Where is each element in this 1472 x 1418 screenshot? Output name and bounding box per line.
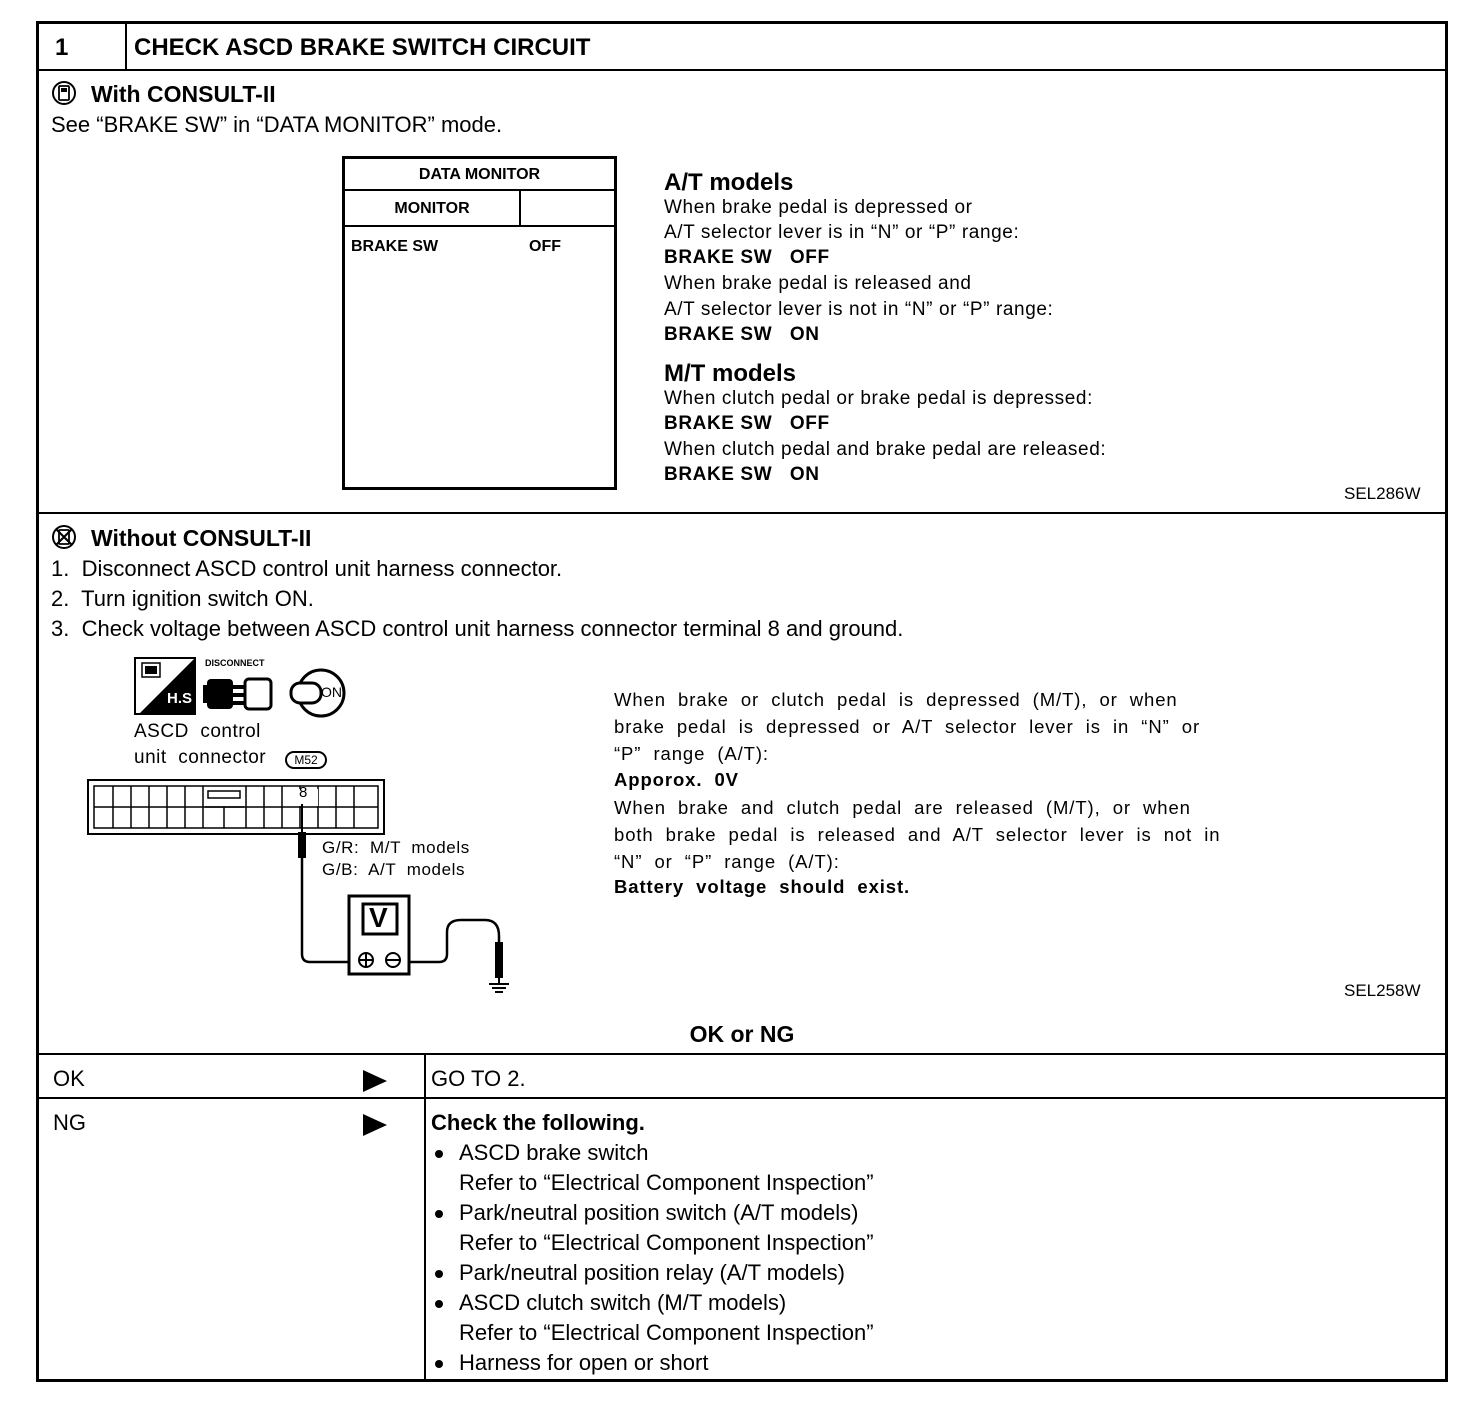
- mt-line: When clutch pedal or brake pedal is depressed:: [664, 388, 1093, 409]
- data-monitor-rule-2: [345, 225, 614, 227]
- data-monitor-screen: [342, 156, 617, 490]
- voltmeter-wiring-diagram: [289, 804, 519, 994]
- at-models-heading: A/T models: [664, 169, 794, 196]
- mt-line: When clutch pedal and brake pedal are released:: [664, 439, 1107, 460]
- at-line: BRAKE SW ON: [664, 324, 820, 345]
- mt-line: BRAKE SW ON: [664, 464, 820, 485]
- terminal-number: 8: [299, 784, 308, 801]
- ok-label: OK: [53, 1066, 85, 1091]
- procedure-step: 2. Turn ignition switch ON.: [51, 586, 314, 611]
- no-consult-heading: Without CONSULT-II: [91, 525, 312, 551]
- bullet-icon: [435, 1300, 443, 1308]
- header-divider: [125, 24, 127, 70]
- result-rule: [39, 1053, 1445, 1055]
- consult-instruction: See “BRAKE SW” in “DATA MONITOR” mode.: [51, 112, 503, 137]
- procedure-step: 3. Check voltage between ASCD control unit harness connector terminal 8 and ground.: [51, 616, 904, 641]
- ng-item: Harness for open or short: [459, 1350, 709, 1375]
- condition-line: Battery voltage should exist.: [614, 876, 911, 897]
- consult-heading: With CONSULT-II: [91, 81, 276, 107]
- disconnect-icon: [203, 671, 277, 717]
- step-number: 1: [55, 34, 69, 61]
- at-line: A/T selector lever is in “N” or “P” range:: [664, 222, 1020, 243]
- ng-item-ref: Refer to “Electrical Component Inspection”: [459, 1320, 874, 1345]
- data-monitor-col-divider: [519, 189, 521, 225]
- result-heading: OK or NG: [689, 1021, 795, 1047]
- hs-label: H.S: [167, 690, 193, 707]
- mt-line: BRAKE SW OFF: [664, 413, 830, 434]
- condition-line: brake pedal is depressed or A/T selector lever is in “N” or: [614, 716, 1201, 737]
- bullet-icon: [435, 1150, 443, 1158]
- condition-line: both brake pedal is released and A/T selector lever is not in: [614, 824, 1221, 845]
- at-line: When brake pedal is released and: [664, 273, 972, 294]
- ng-item-ref: Refer to “Electrical Component Inspection”: [459, 1170, 874, 1195]
- ng-item-ref: Refer to “Electrical Component Inspection”: [459, 1230, 874, 1255]
- figure-code-consult: SEL286W: [1344, 484, 1421, 503]
- connector-label: unit connector: [134, 747, 267, 768]
- section-rule: [39, 512, 1445, 514]
- bullet-icon: [435, 1210, 443, 1218]
- ng-item: Park/neutral position relay (A/T models): [459, 1260, 845, 1285]
- condition-line: Apporox. 0V: [614, 769, 739, 790]
- connector-id-badge: M52: [285, 751, 327, 769]
- at-line: BRAKE SW OFF: [664, 247, 830, 268]
- data-monitor-item-label: BRAKE SW: [351, 238, 439, 255]
- disconnect-label: DISCONNECT: [205, 658, 265, 668]
- procedure-step: 1. Disconnect ASCD control unit harness connector.: [51, 556, 563, 581]
- voltmeter-symbol: V: [369, 902, 388, 933]
- condition-line: When brake or clutch pedal is depressed (M/T), or when: [614, 689, 1178, 710]
- data-monitor-item-value: OFF: [529, 238, 561, 255]
- ng-heading: Check the following.: [431, 1110, 645, 1135]
- ng-item: Park/neutral position switch (A/T models): [459, 1200, 859, 1225]
- consult-tester-icon: [51, 80, 77, 106]
- bullet-icon: [435, 1270, 443, 1278]
- key-on-label: ON: [321, 684, 342, 700]
- ng-item: ASCD brake switch: [459, 1140, 649, 1165]
- ng-arrow-icon: [361, 1113, 389, 1137]
- result-col-divider: [424, 1053, 426, 1382]
- no-tester-icon: [51, 524, 77, 550]
- ok-action: GO TO 2.: [431, 1066, 526, 1091]
- wire-color-at: G/B: A/T models: [322, 860, 466, 879]
- condition-line: “N” or “P” range (A/T):: [614, 851, 840, 872]
- data-monitor-rule-1: [345, 189, 614, 191]
- ok-arrow-icon: [361, 1069, 389, 1093]
- data-monitor-title: DATA MONITOR: [418, 166, 541, 183]
- step-title: CHECK ASCD BRAKE SWITCH CIRCUIT: [134, 34, 591, 61]
- header-rule: [39, 69, 1445, 71]
- ng-item: ASCD clutch switch (M/T models): [459, 1290, 787, 1315]
- inspection-table: [36, 21, 1448, 1382]
- condition-line: “P” range (A/T):: [614, 743, 769, 764]
- connector-label: ASCD control: [134, 721, 261, 742]
- data-monitor-column-header: MONITOR: [394, 200, 470, 217]
- at-line: A/T selector lever is not in “N” or “P” range:: [664, 299, 1054, 320]
- condition-line: When brake and clutch pedal are released (M/T), or when: [614, 797, 1191, 818]
- ng-label: NG: [53, 1110, 86, 1135]
- at-line: When brake pedal is depressed or: [664, 197, 973, 218]
- mt-models-heading: M/T models: [664, 360, 797, 387]
- result-row-rule: [39, 1097, 1445, 1099]
- wire-color-mt: G/R: M/T models: [322, 838, 470, 857]
- figure-code-no-consult: SEL258W: [1344, 981, 1421, 1000]
- bullet-icon: [435, 1360, 443, 1368]
- ignition-key-icon: [287, 665, 353, 721]
